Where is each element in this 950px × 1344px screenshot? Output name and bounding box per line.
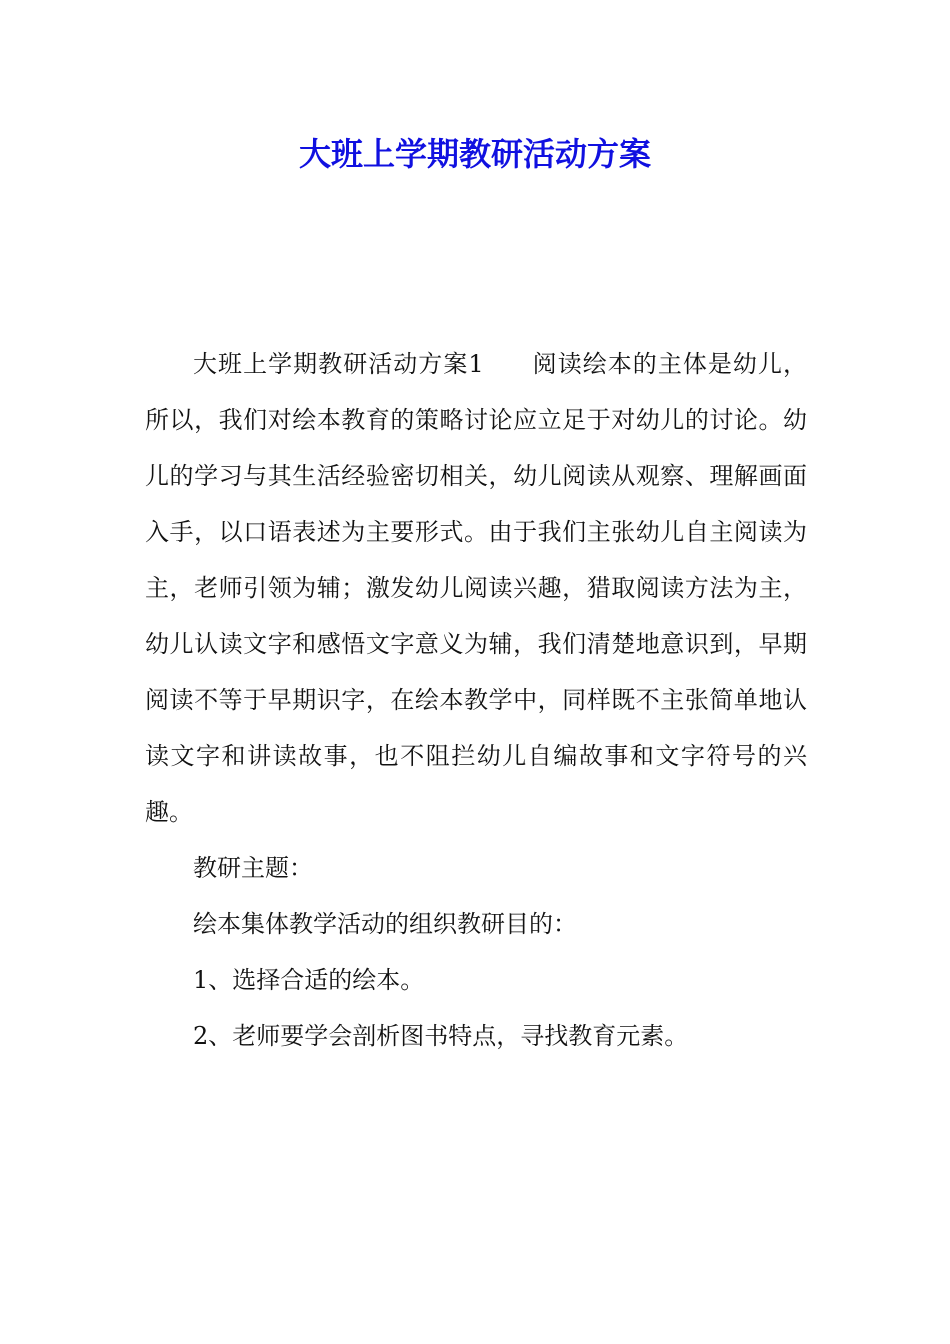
paragraph-goal: 绘本集体教学活动的组织教研目的： [193, 910, 577, 938]
paragraph-topic: 教研主题： [193, 854, 313, 882]
intro-paragraph [145, 336, 807, 840]
intro-heading: 大班上学期教研活动方案1 [193, 350, 484, 378]
paragraph-item-2: 2、老师要学会剖析图书特点，寻找教育元素。 [193, 1022, 689, 1050]
paragraph-item-1: 1、选择合适的绘本。 [193, 966, 425, 994]
document-title: 大班上学期教研活动方案 [298, 135, 651, 173]
document-body [145, 336, 807, 1064]
intro-text: 阅读绘本的主体是幼儿，所以，我们对绘本教育的策略讨论应立足于对幼儿的讨论。幼儿的学习与其生活经验密切相关，幼儿阅读从观察、理解画面入手，以口语表述为主要形式。由于我们主张幼儿自主阅读为主，老师引领为辅；激发幼儿阅读兴趣，猎取阅读方法为主，幼儿认读文字和感悟文字意义为辅，我们清楚地意识到，早期阅读不等于早期识字，在绘本教学中，同样既不主张简单地认读文字和讲读故事，也不阻拦幼儿自编故事和文字符号的兴趣。 [145, 350, 807, 826]
